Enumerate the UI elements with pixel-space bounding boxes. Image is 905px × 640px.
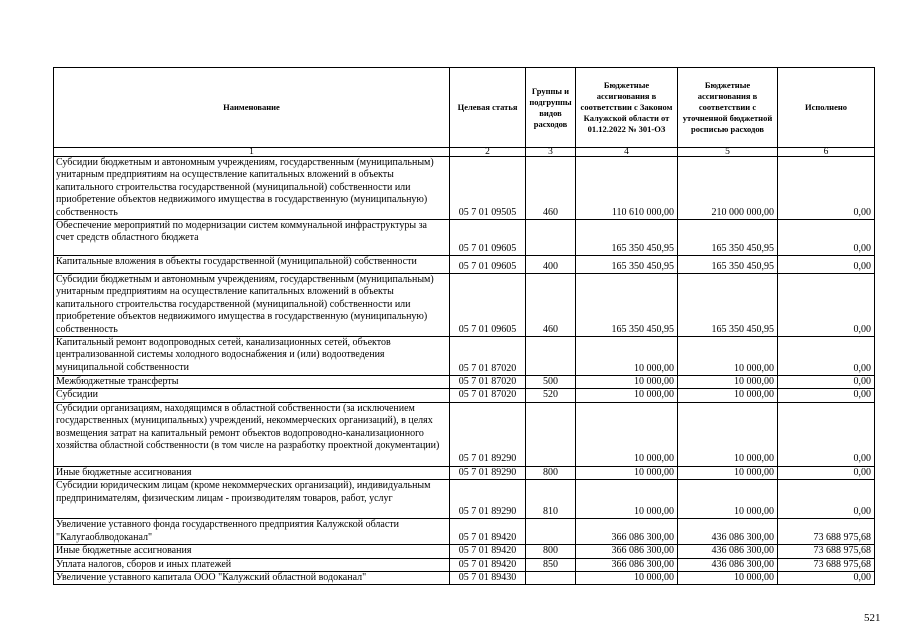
row-target-code: 05 7 01 89420 — [450, 558, 526, 571]
row-expense-group: 850 — [526, 558, 576, 571]
table-row — [54, 519, 875, 545]
row-law-allocation: 366 086 300,00 — [576, 545, 678, 558]
row-expense-group: 460 — [526, 274, 576, 337]
row-executed: 73 688 975,68 — [778, 545, 875, 558]
row-name: Субсидии бюджетным и автономным учреждениям, государственным (муниципальным) унитарным предприятиям на осуществление капитальных вложений в объекты капитального строительства государственной (муниципальной) собственности или приобретение объектов недвижимого имущества в государственную (муниципальную) собственность — [54, 157, 450, 220]
row-name: Иные бюджетные ассигнования — [54, 466, 450, 479]
header-group: Группы и подгруппы видов расходов — [526, 68, 576, 148]
row-law-allocation: 10 000,00 — [576, 466, 678, 479]
row-name: Увеличение уставного фонда государственного предприятия Калужской области "Калугаоблводоканал" — [54, 519, 450, 545]
table-row — [54, 376, 875, 389]
row-expense-group — [526, 402, 576, 466]
row-expense-group — [526, 571, 576, 584]
row-expense-group — [526, 519, 576, 545]
row-target-code: 05 7 01 89290 — [450, 480, 526, 519]
row-law-allocation: 10 000,00 — [576, 402, 678, 466]
row-expense-group: 800 — [526, 545, 576, 558]
row-target-code: 05 7 01 89430 — [450, 571, 526, 584]
column-number: 6 — [778, 148, 875, 157]
row-expense-group: 460 — [526, 157, 576, 220]
row-expense-group: 800 — [526, 466, 576, 479]
row-executed: 0,00 — [778, 389, 875, 402]
row-target-code: 05 7 01 89290 — [450, 402, 526, 466]
row-refined-allocation: 436 086 300,00 — [678, 558, 778, 571]
row-target-code: 05 7 01 87020 — [450, 389, 526, 402]
column-number: 5 — [678, 148, 778, 157]
row-target-code: 05 7 01 89290 — [450, 466, 526, 479]
row-target-code: 05 7 01 09505 — [450, 157, 526, 220]
header-executed: Исполнено — [778, 68, 875, 148]
row-name: Иные бюджетные ассигнования — [54, 545, 450, 558]
row-expense-group — [526, 220, 576, 256]
row-executed: 0,00 — [778, 402, 875, 466]
row-executed: 0,00 — [778, 337, 875, 376]
row-law-allocation: 165 350 450,95 — [576, 274, 678, 337]
row-refined-allocation: 10 000,00 — [678, 402, 778, 466]
row-executed: 0,00 — [778, 571, 875, 584]
row-expense-group: 810 — [526, 480, 576, 519]
row-executed: 73 688 975,68 — [778, 558, 875, 571]
row-target-code: 05 7 01 87020 — [450, 337, 526, 376]
row-law-allocation: 165 350 450,95 — [576, 220, 678, 256]
table-row — [54, 545, 875, 558]
row-refined-allocation: 436 086 300,00 — [678, 519, 778, 545]
row-law-allocation: 110 610 000,00 — [576, 157, 678, 220]
page-number: 521 — [864, 612, 881, 624]
table-row — [54, 480, 875, 519]
table-row — [54, 389, 875, 402]
row-refined-allocation: 165 350 450,95 — [678, 220, 778, 256]
row-executed: 73 688 975,68 — [778, 519, 875, 545]
table-row — [54, 402, 875, 466]
row-refined-allocation: 10 000,00 — [678, 337, 778, 376]
header-code: Целевая статья — [450, 68, 526, 148]
column-number: 4 — [576, 148, 678, 157]
row-law-allocation: 10 000,00 — [576, 389, 678, 402]
row-refined-allocation: 165 350 450,95 — [678, 256, 778, 274]
row-target-code: 05 7 01 09605 — [450, 274, 526, 337]
row-name: Субсидии — [54, 389, 450, 402]
row-target-code: 05 7 01 09605 — [450, 220, 526, 256]
row-name: Капитальный ремонт водопроводных сетей, канализационных сетей, объектов централизованной системы холодного водоснабжения и (или) водоотведения муниципальной собственности — [54, 337, 450, 376]
row-name: Обеспечение мероприятий по модернизации систем коммунальной инфраструктуры за счет средств областного бюджета — [54, 220, 450, 256]
row-law-allocation: 10 000,00 — [576, 480, 678, 519]
row-law-allocation: 165 350 450,95 — [576, 256, 678, 274]
row-refined-allocation: 10 000,00 — [678, 376, 778, 389]
column-number-row — [54, 148, 875, 157]
row-executed: 0,00 — [778, 480, 875, 519]
row-executed: 0,00 — [778, 220, 875, 256]
column-number: 1 — [54, 148, 450, 157]
column-number: 2 — [450, 148, 526, 157]
row-executed: 0,00 — [778, 256, 875, 274]
row-executed: 0,00 — [778, 157, 875, 220]
row-refined-allocation: 436 086 300,00 — [678, 545, 778, 558]
table-row — [54, 337, 875, 376]
row-executed: 0,00 — [778, 466, 875, 479]
row-refined-allocation: 10 000,00 — [678, 466, 778, 479]
row-expense-group: 500 — [526, 376, 576, 389]
table-row — [54, 220, 875, 256]
row-name: Субсидии юридическим лицам (кроме некоммерческих организаций), индивидуальным предпринимателям, физическим лицам - производителям товаров, работ, услуг — [54, 480, 450, 519]
row-expense-group: 520 — [526, 389, 576, 402]
row-refined-allocation: 10 000,00 — [678, 389, 778, 402]
table-row — [54, 571, 875, 584]
row-refined-allocation: 10 000,00 — [678, 480, 778, 519]
row-refined-allocation: 165 350 450,95 — [678, 274, 778, 337]
table-row — [54, 558, 875, 571]
row-expense-group — [526, 337, 576, 376]
budget-table — [53, 67, 875, 585]
table-row — [54, 466, 875, 479]
row-refined-allocation: 10 000,00 — [678, 571, 778, 584]
row-law-allocation: 10 000,00 — [576, 337, 678, 376]
header-row — [54, 68, 875, 148]
row-name: Субсидии организациям, находящимся в областной собственности (за исключением государственных (муниципальных) учреждений, некоммерческих организаций), в целях возмещения затрат на капитальный ремонт объектов водопроводно-канализационного хозяйства областной собственности (в том числе на разработку проектной документации) — [54, 402, 450, 466]
row-name: Субсидии бюджетным и автономным учреждениям, государственным (муниципальным) унитарным предприятиям на осуществление капитальных вложений в объекты капитального строительства государственной (муниципальной) собственности или приобретение объектов недвижимого имущества в государственную (муниципальную) собственность — [54, 274, 450, 337]
header-law-allocation: Бюджетные ассигнования в соответствии с Законом Калужской области от 01.12.2022 № 301-ОЗ — [576, 68, 678, 148]
row-name: Увеличение уставного капитала ООО "Калужский областной водоканал" — [54, 571, 450, 584]
header-refined-allocation: Бюджетные ассигнования в соответствии с уточненной бюджетной росписью расходов — [678, 68, 778, 148]
column-number: 3 — [526, 148, 576, 157]
row-target-code: 05 7 01 87020 — [450, 376, 526, 389]
row-name: Уплата налогов, сборов и иных платежей — [54, 558, 450, 571]
row-target-code: 05 7 01 89420 — [450, 545, 526, 558]
row-law-allocation: 10 000,00 — [576, 376, 678, 389]
row-executed: 0,00 — [778, 376, 875, 389]
row-target-code: 05 7 01 09605 — [450, 256, 526, 274]
row-law-allocation: 366 086 300,00 — [576, 558, 678, 571]
row-law-allocation: 10 000,00 — [576, 571, 678, 584]
header-name: Наименование — [54, 68, 450, 148]
row-name: Межбюджетные трансферты — [54, 376, 450, 389]
row-refined-allocation: 210 000 000,00 — [678, 157, 778, 220]
table-row — [54, 274, 875, 337]
table-row — [54, 256, 875, 274]
row-executed: 0,00 — [778, 274, 875, 337]
row-name: Капитальные вложения в объекты государственной (муниципальной) собственности — [54, 256, 450, 274]
row-target-code: 05 7 01 89420 — [450, 519, 526, 545]
row-law-allocation: 366 086 300,00 — [576, 519, 678, 545]
row-expense-group: 400 — [526, 256, 576, 274]
table-row — [54, 157, 875, 220]
